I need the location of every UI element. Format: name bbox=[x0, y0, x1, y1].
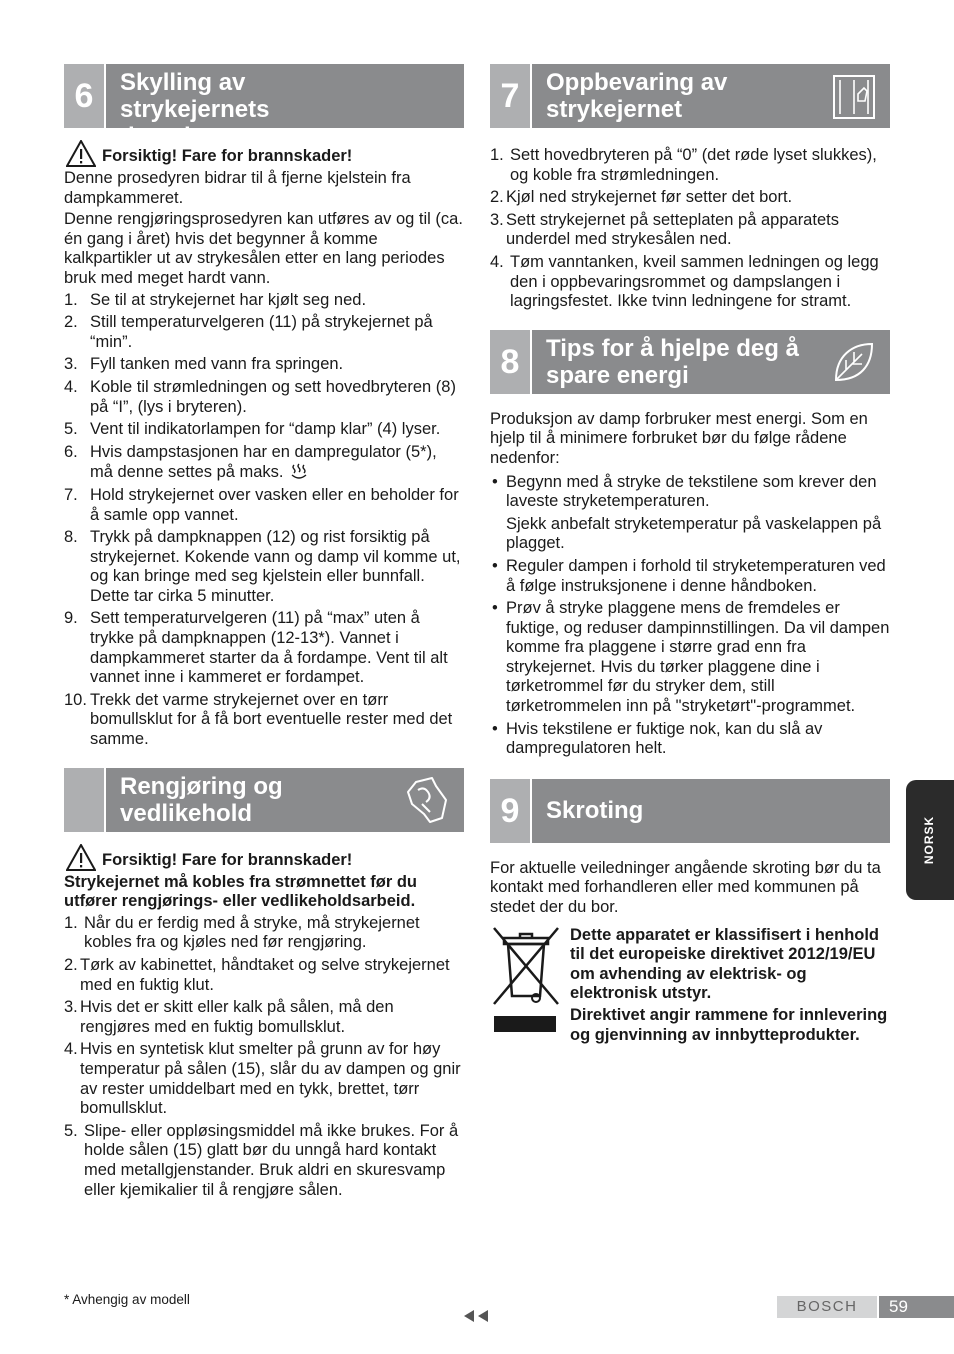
section-number-blank bbox=[64, 768, 106, 832]
section-title: Skroting bbox=[546, 796, 644, 824]
list-item: 9. Sett temperaturvelgeren (11) på “max” uten å trykke på dampknappen (12-13*). Vannet i dampkammeret starter da å fordampe. Vent til alt vannet inne i kammeret er fordampet. bbox=[64, 609, 448, 687]
leaf-icon bbox=[828, 336, 880, 388]
section-title: Skylling av strykejernets dampkammer bbox=[120, 69, 277, 150]
steam-max-icon bbox=[290, 462, 308, 480]
warning-text: Forsiktig! Fare for brannskader! bbox=[102, 851, 353, 870]
section-9-header bbox=[490, 779, 890, 843]
list-item: 10. Trekk det varme strykejernet over en tørr bomullsklut for å få bort eventuelle rester med det samme. bbox=[64, 690, 453, 749]
section-number: 6 bbox=[64, 64, 106, 128]
back-arrows-icon bbox=[462, 1308, 492, 1324]
footnote: * Avhengig av modell bbox=[64, 1292, 190, 1307]
list-item: 1. Når du er ferdig med å stryke, må strykejernet kobles fra og kjøles ned før rengjøring. bbox=[64, 913, 420, 952]
brand-label: BOSCH bbox=[777, 1296, 877, 1318]
storage-cabinet-icon bbox=[828, 70, 880, 122]
list-item: 8. Trykk på dampknappen (12) og rist forsiktig på strykejernet. Kokende vann og damp vil komme ut, og kan bringe med seg kjelstein eller bunnfall. Dette tar cirka 5 minutter. bbox=[64, 528, 461, 605]
list-item: 2. Tørk av kabinettet, håndtaket og selve strykejernet med en fuktig klut. bbox=[64, 956, 450, 994]
tips-list bbox=[490, 473, 890, 759]
list-item: 2. Still temperaturvelgeren (11) på strykejernet på “min”. bbox=[64, 313, 433, 351]
section-6-header bbox=[64, 64, 464, 150]
section-title: Rengjøring og vedlikehold bbox=[120, 772, 283, 827]
intro-paragraph: Denne prosedyren bidrar til å fjerne kjelstein fra dampkammeret. bbox=[64, 169, 411, 207]
cleaning-hand-icon bbox=[402, 774, 454, 826]
section-number: 8 bbox=[490, 330, 532, 394]
weee-text bbox=[570, 924, 890, 1048]
list-item: 1. Sett hovedbryteren på “0” (det røde lyset slukkes), og koble fra strømledningen. bbox=[490, 146, 877, 184]
list-item: 3. Hvis det er skitt eller kalk på sålen, må den rengjøres med en fuktig bomullsklut. bbox=[64, 998, 394, 1036]
warning-text: Forsiktig! Fare for brannskader! bbox=[102, 147, 353, 166]
intro-paragraph: Denne rengjøringsprosedyren kan utføres av og til (ca. én gang i året) hvis det begynner å komme kalkpartikler ut av strykesålen etter en lang periodes bruk med meget hardt vann. bbox=[64, 210, 463, 287]
list-item: 3. Fyll tanken med vann fra springen. bbox=[64, 355, 344, 374]
section-number: 9 bbox=[490, 779, 532, 843]
steps-list bbox=[490, 146, 890, 312]
list-item: 3. Sett strykejernet på setteplaten på apparatets underdel med strykesålen ned. bbox=[490, 210, 839, 249]
weee-paragraph: Direktivet angir rammene for innlevering og gjenvinning av innbytteprodukter. bbox=[570, 1006, 888, 1044]
list-item: 5. Slipe- eller oppløsingsmiddel må ikke brukes. For å holde sålen (15) glatt bør du unngå hard kontakt med metallgjenstander. Bruk aldri en skuresvamp eller kjemikalier til å rengjøre sålen. bbox=[64, 1121, 459, 1199]
list-item: • Begynn med å stryke de tekstilene som krever den laveste stryketemperaturen. Sjekk anbefalt stryketemperatur på vaskelappen på plagget. bbox=[490, 473, 890, 554]
list-item: • Hvis tekstilene er fuktige nok, kan du slå av dampregulatoren helt. bbox=[490, 720, 890, 759]
section-title: Tips for å hjelpe deg å spare energi bbox=[546, 334, 799, 389]
list-item: 6. Hvis dampstasjonen har en dampregulator (5*), må denne settes på maks. bbox=[64, 442, 437, 482]
warning-triangle-icon bbox=[66, 140, 96, 167]
section-number: 7 bbox=[490, 64, 532, 128]
list-item: 1. Se til at strykejernet har kjølt seg ned. bbox=[64, 290, 367, 309]
list-item: 2. Kjøl ned strykejernet før setter det bort. bbox=[490, 188, 793, 207]
list-item: • Prøv å stryke plaggene mens de fremdeles er fuktige, og reduser dampinnstillingen. Da vil dampen komme fra plaggene i større grad enn fra strykejernet. Hvis du tørker plaggene dine i tørketrommel før du stryker dem, still tørketrommelen inn på "stryketørt"-programmet. bbox=[490, 599, 890, 717]
list-item: 5. Vent til indikatorlampen for “damp klar” (4) lyser. bbox=[64, 420, 441, 439]
warning-line bbox=[64, 844, 464, 871]
page-number: 59 bbox=[879, 1296, 954, 1318]
steps-list bbox=[64, 914, 464, 1200]
section-cleaning-header bbox=[64, 768, 464, 832]
intro-paragraph: Produksjon av damp forbruker mest energi. Som en hjelp til å minimere forbruket bør du følge rådene nedenfor: bbox=[490, 409, 868, 467]
bold-intro: Strykejernet må kobles fra strømnettet før du utfører rengjørings- eller vedlikeholdsarbeid. bbox=[64, 872, 418, 911]
list-item: 4. Hvis en syntetisk klut smelter på grunn av for høy temperatur på sålen (15), slår du av dampen og gnir av rester umiddelbart med en tykk, brettet, tørr bomullsklut. bbox=[64, 1040, 461, 1118]
section-8-header bbox=[490, 330, 890, 394]
list-item: • Reguler dampen i forhold til stryketemperaturen ved å følge instruksjonene i denne håndboken. bbox=[490, 557, 890, 596]
language-label: NORSK bbox=[922, 815, 937, 865]
section-title: Oppbevaring av strykejernet bbox=[546, 69, 728, 123]
steps-list bbox=[64, 291, 464, 750]
right-column bbox=[490, 64, 890, 1047]
weee-block bbox=[490, 924, 890, 1048]
left-column bbox=[64, 64, 464, 1203]
language-tab bbox=[906, 780, 954, 900]
list-item: 4. Koble til strømledningen og sett hovedbryteren (8) på “I”, (lys i bryteren). bbox=[64, 377, 456, 416]
crossed-out-bin-icon bbox=[490, 924, 562, 1036]
section-7-header bbox=[490, 64, 890, 128]
list-item: 7. Hold strykejernet over vasken eller en beholder for å samle opp vannet. bbox=[64, 485, 459, 524]
intro-paragraph: For aktuelle veiledninger angående skroting bør du ta kontakt med forhandleren eller med kommunen på stedet der du bor. bbox=[490, 858, 881, 917]
warning-triangle-icon bbox=[66, 844, 96, 871]
list-item: 4. Tøm vanntanken, kveil sammen ledningen og legg den i oppbevaringsrommet og dampslangen i lagringsfestet. Ikke tvinn ledningene for stramt. bbox=[490, 252, 879, 311]
weee-paragraph: Dette apparatet er klassifisert i henhold til det europeiske direktivet 2012/19/EU om avhending av elektrisk- og elektronisk utstyr. bbox=[570, 925, 880, 1003]
